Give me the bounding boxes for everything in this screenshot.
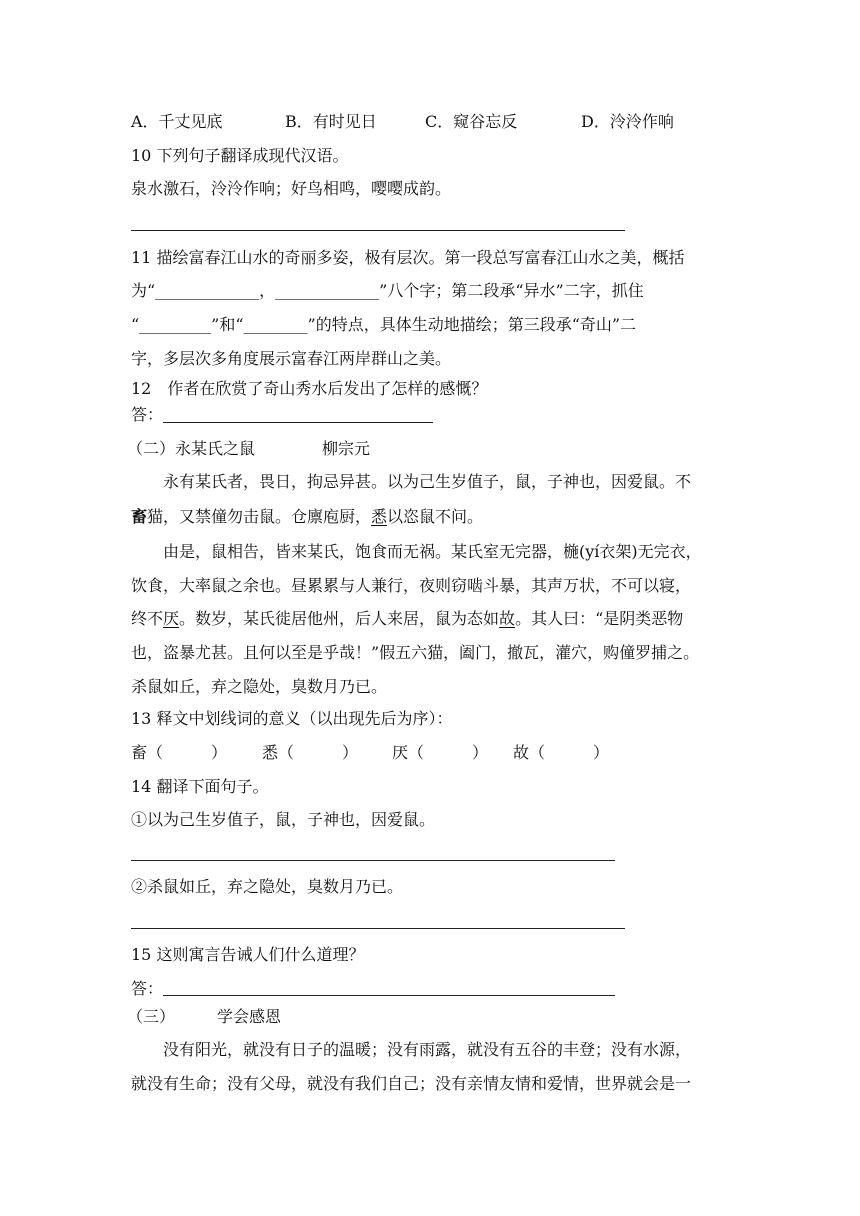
q12-answer-label: 答： [131, 405, 164, 424]
q13-item-yan[interactable]: 厌（ ） [392, 743, 489, 762]
q11-line3: “_________”和“________”的特点，具体生动地描绘；第三段承“奇山”二 [131, 315, 637, 334]
q10-title: 10 下列句子翻译成现代汉语。 [131, 146, 349, 165]
passage3-heading: （三） [127, 1007, 176, 1026]
passage3-title: 学会感恩 [217, 1007, 282, 1026]
passage2-p2-line1: 由是，鼠相告，皆来某氏，饱食而无祸。某氏室无完器，椸(yí衣架)无完衣， [163, 542, 702, 561]
q14-title: 14 翻译下面句子。 [131, 777, 269, 796]
passage3-line2: 就没有生命；没有父母，就没有我们自己；没有亲情友情和爱情，世界就会是一 [131, 1074, 692, 1093]
passage2-heading-row [127, 438, 370, 460]
q14-sentence1: ①以为己生岁值子，鼠，子神也，因爱鼠。 [131, 810, 436, 829]
q10-answer-line[interactable] [131, 230, 625, 231]
q15-answer-label: 答： [131, 979, 164, 998]
q13-item-xi[interactable]: 悉（ ） [262, 743, 359, 762]
word-yan: 厌 [163, 609, 180, 628]
q11-line2: 为“_____________，_____________”八个字；第二段承“异水”二字，抓住 [131, 281, 644, 300]
option-d: D．泠泠作响 [581, 112, 674, 131]
q14-sentence2: ②杀鼠如丘，弃之隐处，臭数月乃已。 [131, 877, 404, 896]
passage2-p2-line4: 也，盗暴尤甚。且何以至是乎哉！”假五六猫，阖门，撤瓦，灌穴，购僮罗捕之。 [131, 643, 700, 662]
q11-line4: 字，多层次多角度展示富春江两岸群山之美。 [131, 349, 452, 368]
option-b: B．有时见日 [285, 112, 377, 131]
passage2-p2-line2: 饮食，大率鼠之余也。昼累累与人兼行，夜则窃啮斗暴，其声万状，不可以寝， [131, 576, 692, 595]
q15-answer-line[interactable] [163, 995, 615, 996]
option-c: C．窥谷忘反 [425, 112, 518, 131]
word-xi: 悉 [371, 507, 388, 526]
q13-item-gu[interactable]: 故（ ） [513, 743, 610, 762]
q11-line1: 11 描绘富春江山水的奇丽多姿，极有层次。第一段总写富春江山水之美，概括 [131, 248, 685, 267]
passage2-p2-line3: 终不厌。数岁，某氏徙居他州，后人来居，鼠为态如故。其人曰：“是阴类恶物 [131, 609, 684, 628]
q10-sentence: 泉水激石，泠泠作响；好鸟相鸣，嘤嘤成韵。 [131, 179, 452, 198]
q13-item-chu[interactable]: 畜（ ） [131, 743, 228, 762]
passage2-p1-line2: 畜猫，又禁僮勿击鼠。仓廪庖厨，悉以恣鼠不问。 [131, 507, 484, 526]
q13-items [131, 742, 609, 764]
q12-answer-line[interactable] [163, 422, 433, 423]
q14-answer-line2[interactable] [131, 928, 625, 929]
q14-answer-line1[interactable] [131, 860, 615, 861]
q15-title: 15 这则寓言告诫人们什么道理？ [131, 945, 365, 964]
passage2-author: 柳宗元 [322, 439, 371, 458]
passage3-heading-row [127, 1006, 281, 1028]
option-a: A．千丈见底 [131, 112, 223, 131]
passage2-p2-line5: 杀鼠如丘，弃之隐处，臭数月乃已。 [131, 677, 388, 696]
word-chu: 畜 [131, 507, 148, 526]
word-gu: 故 [499, 609, 516, 628]
passage2-p1-line1: 永有某氏者，畏日，拘忌异甚。以为己生岁值子，鼠，子神也，因爱鼠。不 [163, 472, 692, 491]
q12-title: 12 作者在欣赏了奇山秀水后发出了怎样的感慨？ [131, 379, 488, 398]
passage3-line1: 没有阳光，就没有日子的温暖；没有雨露，就没有五谷的丰登；没有水源， [163, 1040, 692, 1059]
q9-options [131, 111, 674, 133]
passage2-heading: （二）永某氏之鼠 [127, 439, 256, 458]
q13-title: 13 释文中划线词的意义（以出现先后为序）： [131, 709, 453, 728]
